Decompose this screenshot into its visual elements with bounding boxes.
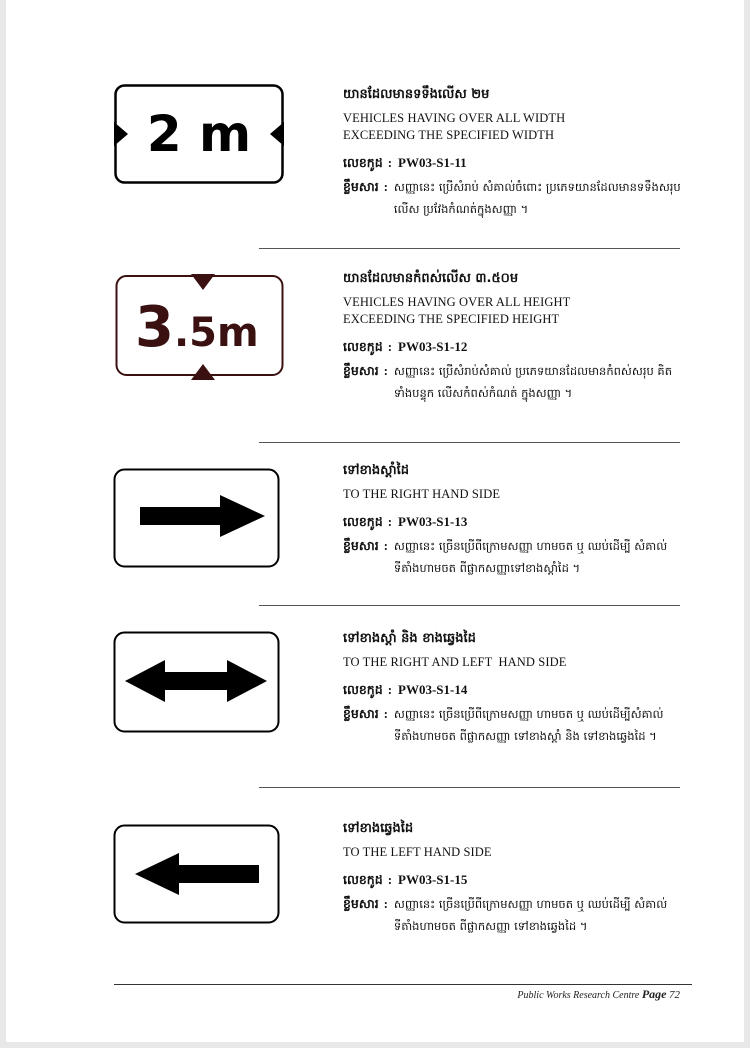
code-row: លេខកូដ : PW03-S1-11 — [343, 152, 688, 174]
sign-2m-text: 2 m — [146, 105, 252, 163]
entry-title-kh: ទៅខាងឆ្វេងដៃ — [343, 821, 414, 836]
footer-page-label: Page — [641, 987, 667, 1001]
meaning-label: ខ្លឹមសារ — [343, 896, 379, 911]
code-row: លេខកូដ : PW03-S1-12 — [343, 336, 688, 358]
entry-title-en: VEHICLES HAVING OVER ALL WIDTH — [343, 111, 566, 125]
entry-title-en: TO THE RIGHT AND LEFT HAND SIDE — [343, 655, 567, 669]
entry-pw03-s1-12 — [343, 270, 688, 404]
separator — [259, 442, 680, 443]
code-row: លេខកូដ : PW03-S1-14 — [343, 679, 688, 701]
meaning-row: ខ្លឹមសារ : សញ្ញានេះ ច្រើនប្រើពីក្រោមសញ្ញា ហាមចត ឬ ឈប់ដើម្បី សំគាល់ទីតាំងហាមចត ពីផ្លាកសញ្ញាទៅខាងស្តាំដៃ ។ — [343, 535, 688, 579]
code-row: លេខកូដ : PW03-S1-15 — [343, 869, 688, 891]
meaning-text: សញ្ញានេះ ប្រើសំរាប់សំគាល់ ប្រភេទយានដែលមានកំពស់សរុប គិតទាំងបន្ទុក លើសកំពស់កំណត់ ក្នុងសញ្ញា ។ — [393, 364, 673, 400]
meaning-text: សញ្ញានេះ ប្រើសំរាប់ សំគាល់ចំពោះ ប្រភេទយានដែលមានទទឹងសរុប លើស ប្រវែងកំណត់ក្នុងសញ្ញា ។ — [393, 180, 681, 216]
sign-left-arrow — [113, 824, 280, 924]
sign-right-arrow — [113, 468, 280, 568]
separator — [259, 787, 680, 788]
entry-title-en-2: EXCEEDING THE SPECIFIED WIDTH — [343, 128, 555, 142]
meaning-label: ខ្លឹមសារ — [343, 706, 379, 721]
entry-pw03-s1-15 — [343, 820, 688, 937]
meaning-row: ខ្លឹមសារ : សញ្ញានេះ ប្រើសំរាប់ សំគាល់ចំពោះ ប្រភេទយានដែលមានទទឹងសរុប លើស ប្រវែងកំណត់ក្នុងសញ្ញា ។ — [343, 176, 688, 220]
entry-title-kh: យានដែលមានកំពស់លើស ៣.៥០ម — [343, 271, 519, 286]
code-label: លេខកូដ — [343, 872, 383, 887]
meaning-text: សញ្ញានេះ ច្រើនប្រើពីក្រោមសញ្ញា ហាមចត ឬ ឈប់ដើម្បីសំគាល់ ទីតាំងហាមចត ពីផ្លាកសញ្ញា ទៅខាងស្តាំ និង ទៅខាងឆ្វេងដៃ ។ — [393, 707, 664, 743]
meaning-text: សញ្ញានេះ ច្រើនប្រើពីក្រោមសញ្ញា ហាមចត ឬ ឈប់ដើម្បី សំគាល់ទីតាំងហាមចត ពីផ្លាកសញ្ញា ទៅខាងឆ្វេងដៃ ។ — [393, 897, 668, 933]
entry-title-en-2: EXCEEDING THE SPECIFIED HEIGHT — [343, 312, 560, 326]
sign-height-3-5m — [115, 274, 285, 380]
separator — [259, 605, 680, 606]
entry-pw03-s1-11 — [343, 86, 688, 220]
code-label: លេខកូដ — [343, 155, 383, 170]
sign-double-arrow — [113, 631, 280, 733]
sign-code: PW03-S1-14 — [398, 682, 468, 697]
sign-code: PW03-S1-11 — [398, 155, 467, 170]
meaning-row: ខ្លឹមសារ : សញ្ញានេះ ច្រើនប្រើពីក្រោមសញ្ញា ហាមចត ឬ ឈប់ដើម្បីសំគាល់ ទីតាំងហាមចត ពីផ្លាកសញ្ញា ទៅខាងស្តាំ និង ទៅខាងឆ្វេងដៃ ។ — [343, 703, 688, 747]
meaning-row: ខ្លឹមសារ : សញ្ញានេះ ច្រើនប្រើពីក្រោមសញ្ញា ហាមចត ឬ ឈប់ដើម្បី សំគាល់ទីតាំងហាមចត ពីផ្លាកសញ្ញា ទៅខាងឆ្វេងដៃ ។ — [343, 893, 688, 937]
code-row: លេខកូដ : PW03-S1-13 — [343, 511, 688, 533]
code-label: លេខកូដ — [343, 339, 383, 354]
sign-35m-small-text: .5m — [173, 310, 259, 356]
entry-title-en: TO THE LEFT HAND SIDE — [343, 845, 492, 859]
code-label: លេខកូដ — [343, 514, 383, 529]
code-label: លេខកូដ — [343, 682, 383, 697]
entry-pw03-s1-14 — [343, 630, 688, 747]
footer-page-number: 72 — [669, 989, 680, 1001]
meaning-text: សញ្ញានេះ ច្រើនប្រើពីក្រោមសញ្ញា ហាមចត ឬ ឈប់ដើម្បី សំគាល់ទីតាំងហាមចត ពីផ្លាកសញ្ញាទៅខាងស្តាំដៃ ។ — [393, 539, 668, 575]
sign-width-2m — [114, 84, 284, 184]
sign-code: PW03-S1-12 — [398, 339, 468, 354]
document-page — [6, 0, 744, 1042]
sign-code: PW03-S1-13 — [398, 514, 468, 529]
entry-title-kh: យានដែលមានទទឹងលើស ២ម — [343, 87, 490, 102]
entry-title-en: TO THE RIGHT HAND SIDE — [343, 487, 501, 501]
entry-title-kh: ទៅខាងស្តាំដៃ — [343, 463, 410, 478]
meaning-label: ខ្លឹមសារ — [343, 179, 379, 194]
separator — [259, 248, 680, 249]
entry-pw03-s1-13 — [343, 462, 688, 579]
meaning-label: ខ្លឹមសារ — [343, 363, 379, 378]
meaning-label: ខ្លឹមសារ — [343, 538, 379, 553]
footer-rule — [114, 984, 692, 985]
entry-title-en: VEHICLES HAVING OVER ALL HEIGHT — [343, 295, 571, 309]
sign-35m-big-text: 3 — [135, 295, 174, 360]
meaning-row: ខ្លឹមសារ : សញ្ញានេះ ប្រើសំរាប់សំគាល់ ប្រភេទយានដែលមានកំពស់សរុប គិតទាំងបន្ទុក លើសកំពស់កំណត់ ក្នុងសញ្ញា ។ — [343, 360, 688, 404]
entry-title-kh: ទៅខាងស្តាំ និង ខាងឆ្វេងដៃ — [343, 631, 476, 646]
sign-code: PW03-S1-15 — [398, 872, 468, 887]
page-footer — [517, 987, 680, 1002]
footer-org: Public Works Research Centre — [517, 990, 640, 1001]
